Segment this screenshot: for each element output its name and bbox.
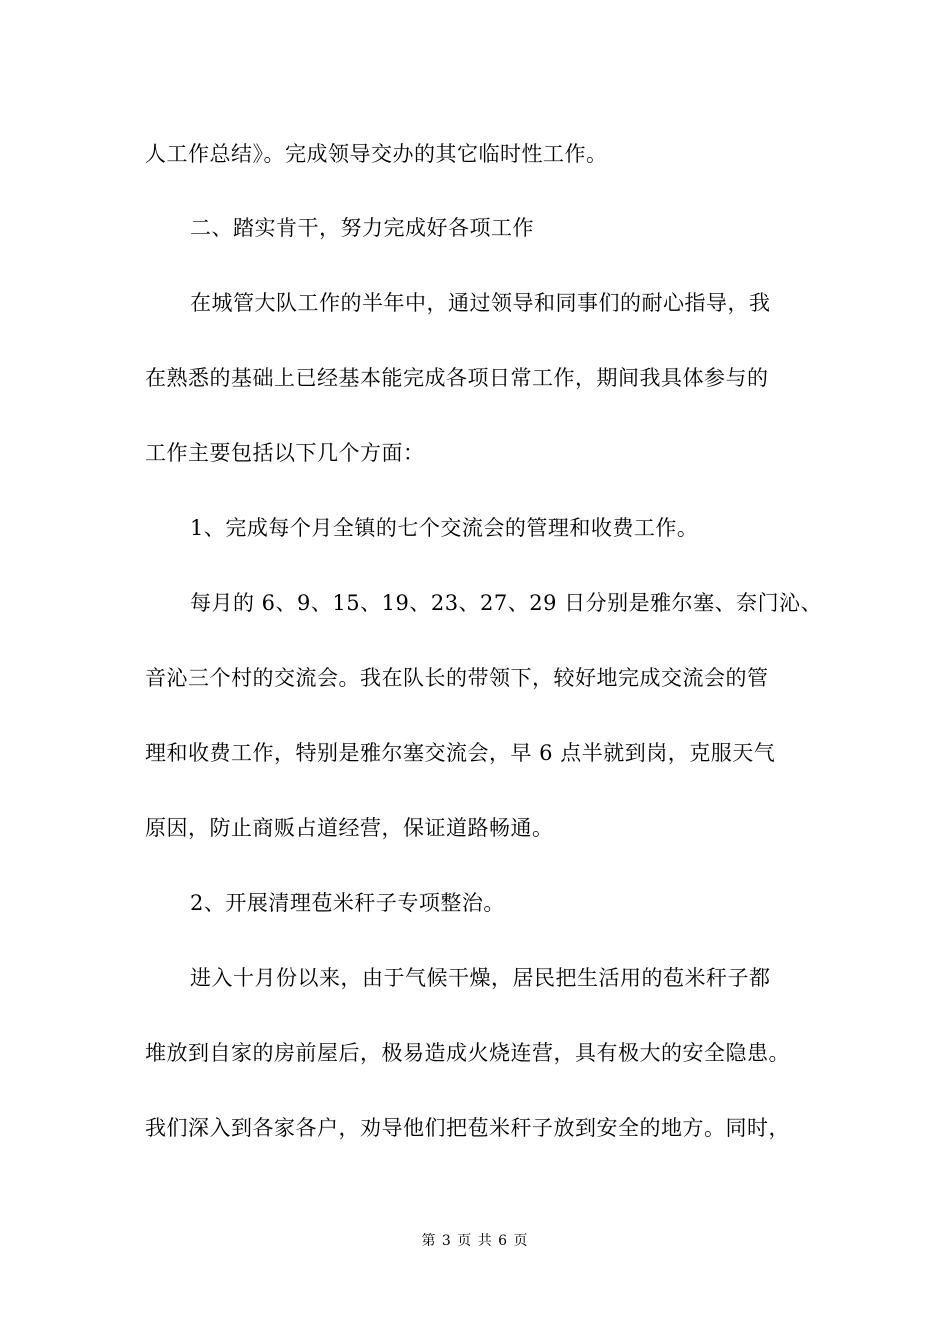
paragraph-line-4: 在熟悉的基础上已经基本能完成各项日常工作，期间我具体参与的: [145, 366, 769, 390]
paragraph-line-10: 原因，防止商贩占道经营，保证道路畅通。: [145, 816, 554, 840]
paragraph-line-3: 在城管大队工作的半年中，通过领导和同事们的耐心指导，我: [190, 291, 771, 315]
paragraph-line-8: 音沁三个村的交流会。我在队长的带领下，较好地完成交流会的管: [145, 666, 769, 690]
paragraph-line-5: 工作主要包括以下几个方面：: [145, 441, 425, 465]
page-number-footer: 第 3 页 共 6 页: [421, 1233, 529, 1249]
paragraph-line-13: 堆放到自家的房前屋后，极易造成火烧连营，具有极大的安全隐患。: [145, 1041, 790, 1065]
paragraph-line-7: 每月的 6、9、15、19、23、27、29 日分别是雅尔塞、奈门沁、: [190, 591, 823, 615]
section-heading-2: 二、踏实肯干，努力完成好各项工作: [190, 216, 534, 240]
list-item-2: 2、开展清理苞米秆子专项整治。: [190, 891, 505, 915]
paragraph-line-1: 人工作总结》。完成领导交办的其它临时性工作。: [145, 142, 608, 166]
paragraph-line-14: 我们深入到各家各户，劝导他们把苞米秆子放到安全的地方。同时，: [145, 1116, 790, 1140]
list-item-1: 1、完成每个月全镇的七个交流会的管理和收费工作。: [190, 516, 699, 540]
paragraph-line-12: 进入十月份以来，由于气候干燥，居民把生活用的苞米秆子都: [190, 966, 771, 990]
paragraph-line-9: 理和收费工作，特别是雅尔塞交流会，早 6 点半就到岗，克服天气: [145, 741, 776, 765]
